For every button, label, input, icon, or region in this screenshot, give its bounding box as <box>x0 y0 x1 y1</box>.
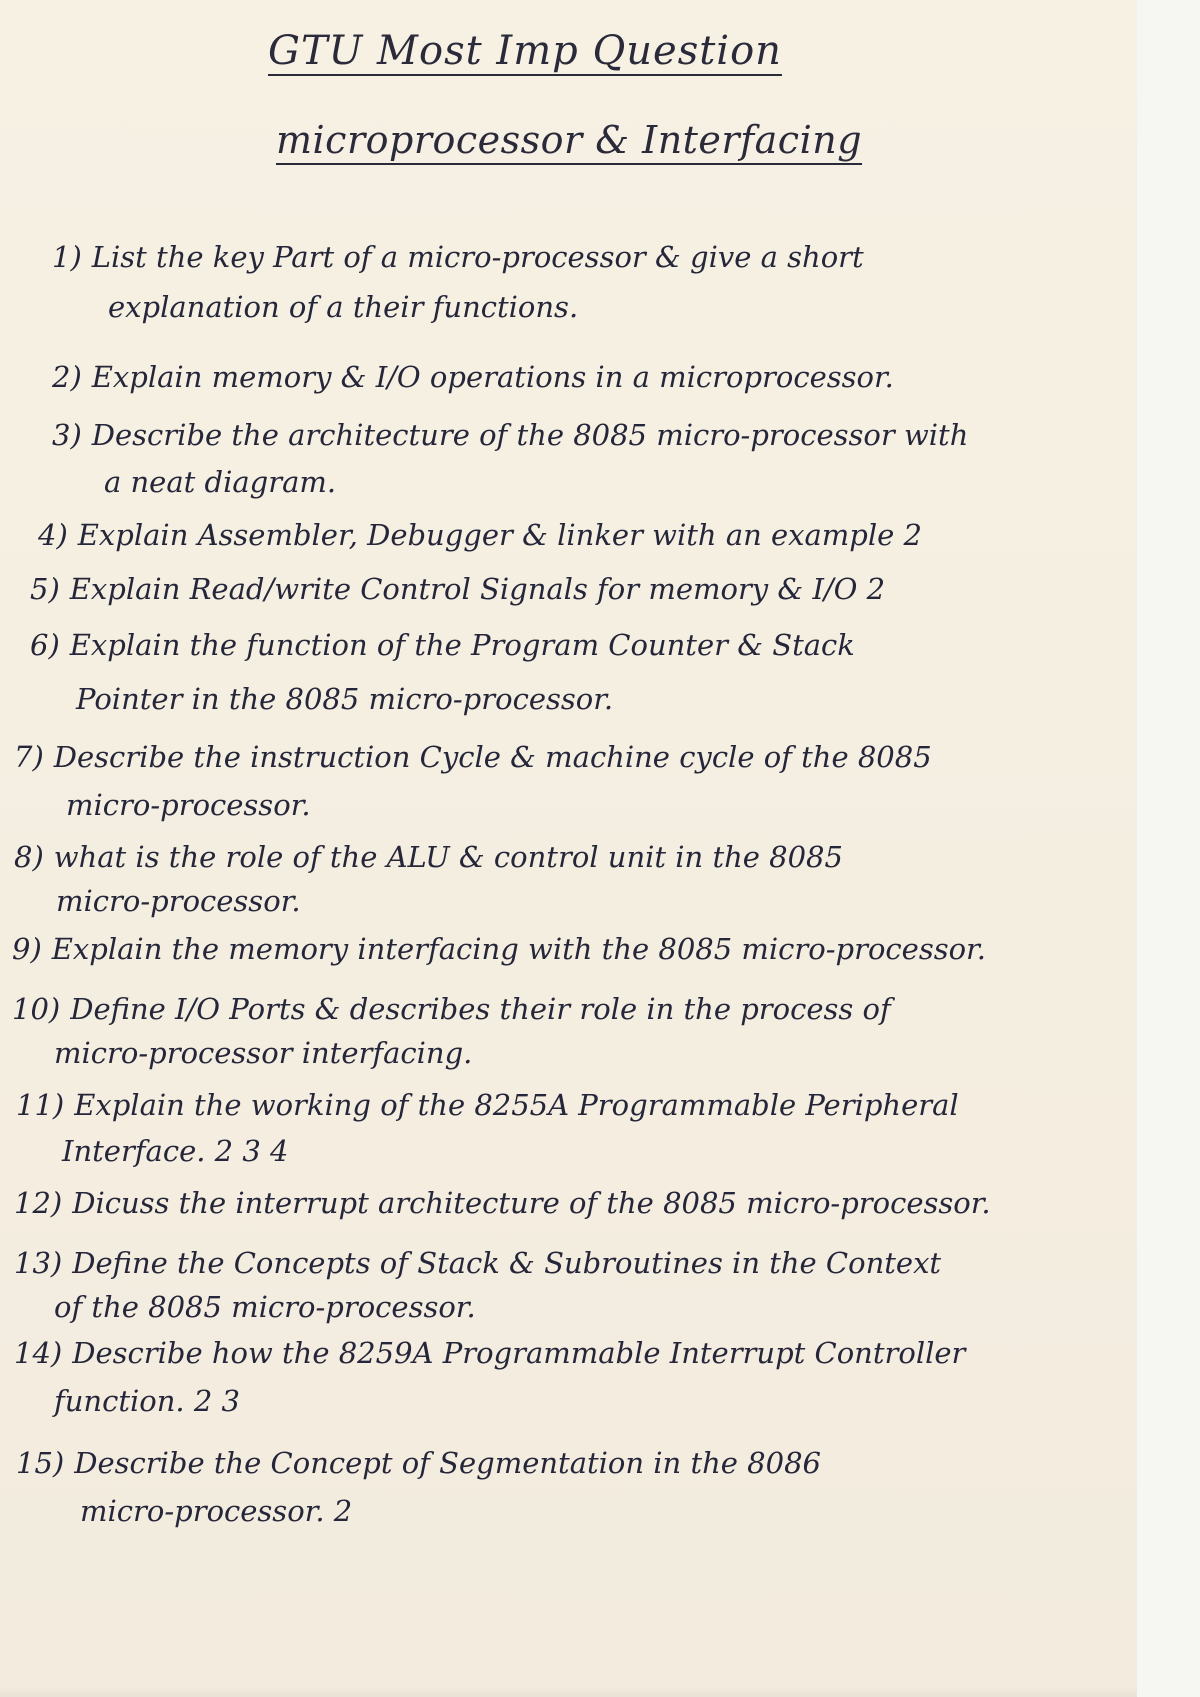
question-text: Dicuss the interrupt architecture of the 8085 micro-processor. <box>72 1186 991 1220</box>
question-5 <box>30 572 885 606</box>
question-text: Explain memory & I/O operations in a microprocessor. <box>91 360 894 394</box>
question-number: 4) <box>38 518 68 552</box>
question-text: Describe how the 8259A Programmable Interrupt Controller <box>72 1336 966 1370</box>
question-7-continuation: micro-processor. <box>66 788 311 822</box>
question-number: 11) <box>16 1088 65 1122</box>
question-15-continuation: micro-processor. 2 <box>80 1494 353 1528</box>
question-6-continuation: Pointer in the 8085 micro-processor. <box>76 682 614 716</box>
question-text: Describe the instruction Cycle & machine cycle of the 8085 <box>53 740 932 774</box>
question-12 <box>14 1186 991 1220</box>
question-14-continuation: function. 2 3 <box>54 1384 240 1418</box>
question-number: 10) <box>12 992 61 1026</box>
question-number: 8) <box>14 840 44 874</box>
question-text: Explain Assembler, Debugger & linker with an example 2 <box>77 518 922 552</box>
question-number: 5) <box>30 572 60 606</box>
question-1 <box>52 240 864 274</box>
question-number: 2) <box>52 360 82 394</box>
question-9 <box>12 932 986 966</box>
question-number: 3) <box>52 418 82 452</box>
question-text: Explain the memory interfacing with the 8085 micro-processor. <box>51 932 986 966</box>
question-number: 7) <box>14 740 44 774</box>
question-number: 9) <box>12 932 42 966</box>
question-number: 6) <box>30 628 60 662</box>
question-8 <box>14 840 843 874</box>
question-1-continuation: explanation of a their functions. <box>108 290 579 324</box>
page-subtitle: microprocessor & Interfacing <box>276 118 863 162</box>
question-3 <box>52 418 968 452</box>
question-14 <box>14 1336 965 1370</box>
question-13 <box>14 1246 941 1280</box>
question-3-continuation: a neat diagram. <box>104 465 337 499</box>
question-6 <box>30 628 855 662</box>
question-text: Define the Concepts of Stack & Subroutines in the Context <box>72 1246 942 1280</box>
question-8-continuation: micro-processor. <box>56 884 301 918</box>
question-text: Describe the Concept of Segmentation in the 8086 <box>74 1446 821 1480</box>
question-2 <box>52 360 894 394</box>
question-number: 15) <box>16 1446 65 1480</box>
question-4 <box>38 518 922 552</box>
question-text: Define I/O Ports & describes their role in the process of <box>70 992 891 1026</box>
page-title: GTU Most Imp Question <box>268 28 782 74</box>
question-10 <box>12 992 891 1026</box>
question-text: Explain the working of the 8255A Programmable Peripheral <box>74 1088 959 1122</box>
question-text: List the key Part of a micro-processor & give a short <box>91 240 864 274</box>
question-number: 1) <box>52 240 82 274</box>
question-7 <box>14 740 932 774</box>
question-10-continuation: micro-processor interfacing. <box>54 1036 473 1070</box>
question-number: 13) <box>14 1246 63 1280</box>
question-number: 14) <box>14 1336 63 1370</box>
page-shadow <box>0 1687 1137 1697</box>
question-text: what is the role of the ALU & control unit in the 8085 <box>53 840 843 874</box>
question-number: 12) <box>14 1186 63 1220</box>
question-15 <box>16 1446 821 1480</box>
question-11-continuation: Interface. 2 3 4 <box>62 1134 289 1168</box>
question-text: Explain the function of the Program Counter & Stack <box>69 628 855 662</box>
question-11 <box>16 1088 959 1122</box>
background-margin <box>1137 0 1200 1697</box>
question-text: Explain Read/write Control Signals for memory & I/O 2 <box>69 572 886 606</box>
question-13-continuation: of the 8085 micro-processor. <box>54 1290 476 1324</box>
question-text: Describe the architecture of the 8085 micro-processor with <box>91 418 969 452</box>
